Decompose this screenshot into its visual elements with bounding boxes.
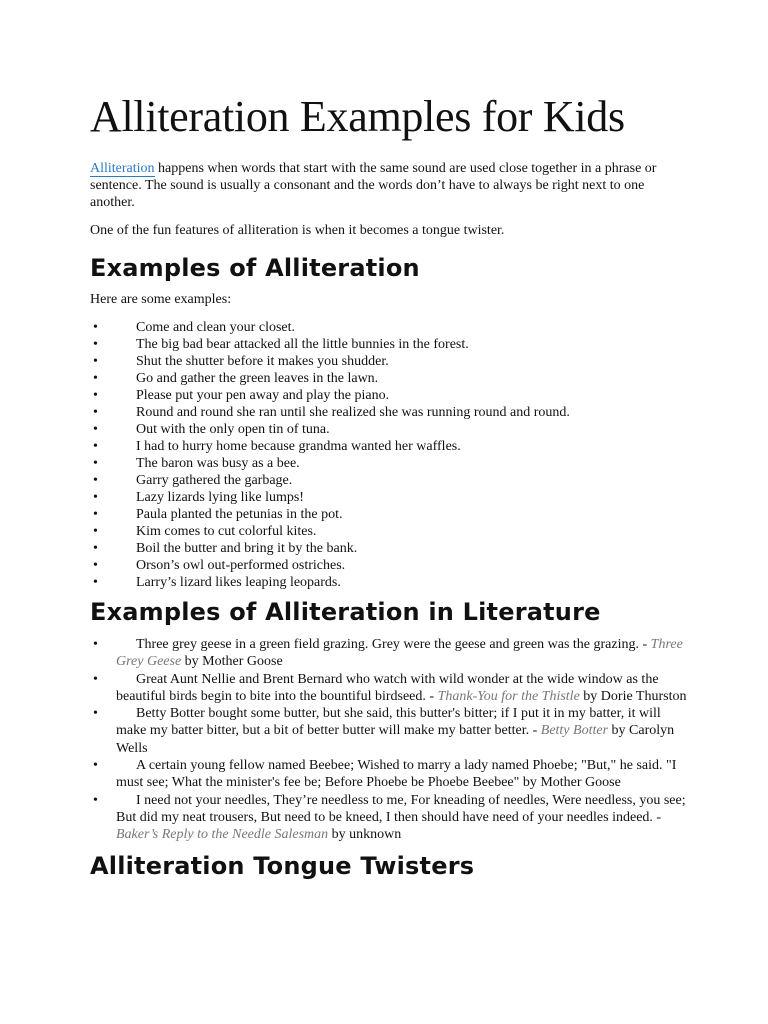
bullet: • — [93, 473, 98, 488]
list-item: • Lazy lizards lying like lumps! — [93, 490, 304, 505]
bullet: • — [93, 371, 98, 386]
list-item: • Larry’s lizard likes leaping leopards. — [93, 575, 341, 590]
bullet: • — [93, 388, 98, 403]
list-item: • Betty Botter bought some butter, but she said, this butter's bitter; if I put it in my batter, it will make my batter bitter, but a bit of better butter will make my batter better. - Betty Botter by Carolyn Wells — [93, 706, 675, 756]
examples-heading: Examples of Alliteration — [90, 254, 420, 282]
literature-heading: Examples of Alliteration in Literature — [90, 598, 601, 626]
list-item: • Three grey geese in a green field grazing. Grey were the geese and green was the grazing. - Three Grey Geese by Mother Goose — [93, 637, 683, 670]
bullet: • — [93, 337, 98, 352]
bullet: • — [93, 405, 98, 420]
literature-list — [90, 636, 690, 844]
bullet: • — [93, 320, 98, 335]
list-item: • Come and clean your closet. — [93, 320, 296, 335]
source-title: Thank-You for the Thistle — [437, 688, 580, 704]
source-title: Baker’s Reply to the Needle Salesman — [116, 827, 329, 843]
examples-list — [90, 319, 690, 591]
list-item: • I need not your needles, They’re needless to me, For kneading of needles, Were needless, you see; But did my neat trousers, But need to be kneed, I then should have need of your needles indeed. - Baker’s Reply to the Needle Salesman by unknown — [93, 792, 686, 843]
bullet: • — [93, 456, 98, 471]
list-item: • Round and round she ran until she realized she was running round and round. — [93, 405, 570, 420]
intro-paragraph — [90, 160, 690, 211]
list-item: • Go and gather the green leaves in the lawn. — [93, 371, 379, 386]
list-item: • Shut the shutter before it makes you shudder. — [93, 354, 389, 369]
bullet: • — [93, 637, 98, 652]
alliteration-link[interactable]: Alliteration — [90, 161, 155, 176]
bullet: • — [93, 758, 98, 774]
bullet: • — [93, 541, 98, 556]
source-title: Betty Botter — [540, 723, 609, 739]
bullet: • — [93, 558, 98, 573]
list-item: • I had to hurry home because grandma wanted her waffles. — [93, 439, 461, 454]
bullet: • — [93, 439, 98, 454]
list-item: • Great Aunt Nellie and Brent Bernard who watch with wild wonder at the wide window as the beautiful birds begin to bite into the bountiful birdseed. - Thank-You for the Thistle by Dorie Thurston — [93, 671, 687, 704]
document-page — [90, 92, 690, 881]
bullet: • — [93, 575, 98, 590]
list-item: • The baron was busy as a bee. — [93, 456, 300, 471]
intro-text: happens when words that start with the same sound are used close together in a phrase or sentence. The sound is usually a consonant and the words don’t have to always be right next to one another. — [90, 161, 657, 210]
list-item: • Please put your pen away and play the piano. — [93, 388, 390, 403]
bullet: • — [93, 671, 98, 687]
bullet: • — [93, 706, 98, 722]
list-item: • Garry gathered the garbage. — [93, 473, 293, 488]
examples-lead: Here are some examples: — [90, 292, 232, 307]
list-item: • A certain young fellow named Beebee; Wished to marry a lady named Phoebe; "But," he said. "I must see; What the minister's fee be; Before Phoebe be Phoebe Beebee" by Mother Goose — [93, 758, 677, 791]
list-item: • Orson’s owl out-performed ostriches. — [93, 558, 346, 573]
list-item: • Boil the butter and bring it by the bank. — [93, 541, 358, 556]
source-title: Three Grey Geese — [116, 637, 683, 670]
list-item: • Out with the only open tin of tuna. — [93, 422, 330, 437]
page-title: Alliteration Examples for Kids — [90, 92, 625, 141]
list-item: • Paula planted the petunias in the pot. — [93, 507, 343, 522]
tongue-twisters-heading: Alliteration Tongue Twisters — [90, 851, 475, 880]
bullet: • — [93, 524, 98, 539]
list-item: • The big bad bear attacked all the little bunnies in the forest. — [93, 337, 469, 352]
bullet: • — [93, 422, 98, 437]
bullet: • — [93, 354, 98, 369]
bullet: • — [93, 490, 98, 505]
bullet: • — [93, 792, 98, 808]
fun-fact-paragraph: One of the fun features of alliteration is when it becomes a tongue twister. — [90, 223, 505, 238]
bullet: • — [93, 507, 98, 522]
list-item: • Kim comes to cut colorful kites. — [93, 524, 317, 539]
